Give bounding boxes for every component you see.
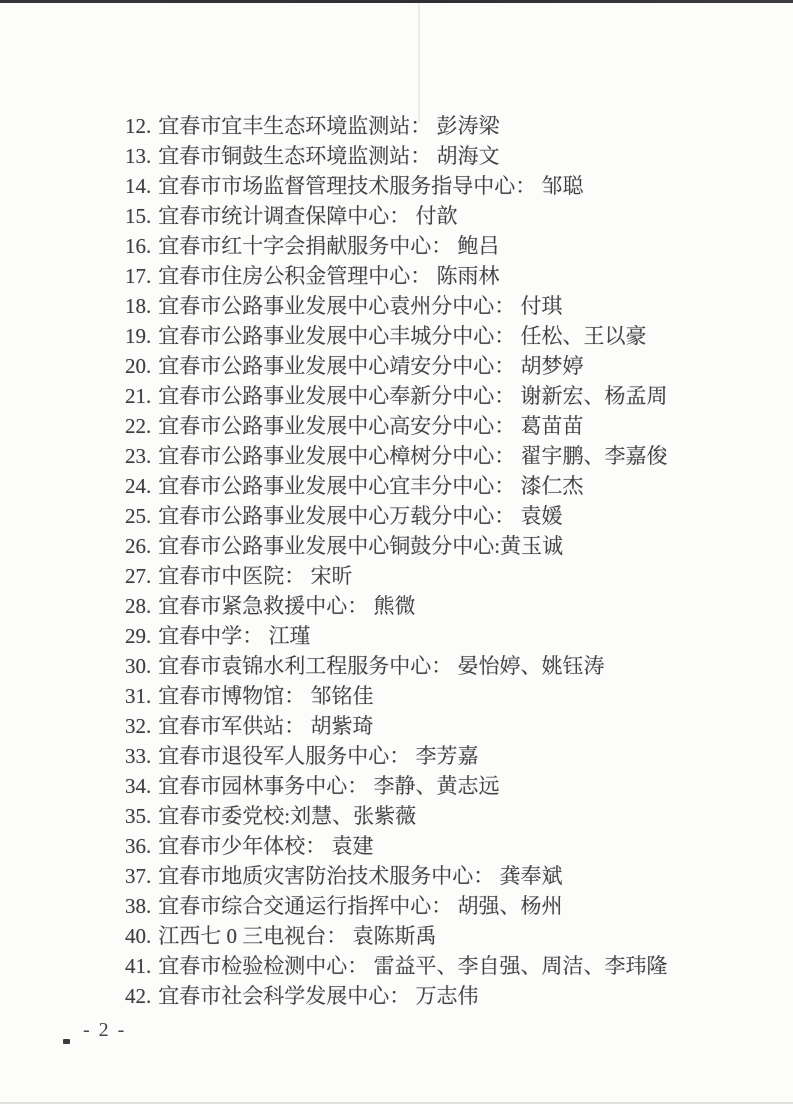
- entry-org: 宜春市少年体校: [158, 834, 306, 858]
- entry-number: 41.: [125, 954, 152, 978]
- entry-separator: ：: [284, 564, 311, 588]
- entry-names: 万志伟: [415, 984, 479, 1008]
- scan-speck-artifact: [63, 1039, 70, 1044]
- entry-names: 翟宇鹏、李嘉俊: [520, 444, 668, 468]
- entry-number: 20.: [125, 354, 152, 378]
- list-item: [125, 741, 725, 771]
- entry-separator: ：: [431, 654, 458, 678]
- entry-names: 宋昕: [310, 564, 353, 588]
- entry-number: 13.: [125, 144, 152, 168]
- entry-separator: ：: [347, 594, 374, 618]
- entry-names: 雷益平、李自强、周洁、李玮隆: [373, 954, 668, 978]
- entry-org: 宜春市博物馆: [158, 684, 285, 708]
- entry-number: 24.: [125, 474, 152, 498]
- entry-separator: :: [284, 804, 291, 828]
- scan-edge-top: [0, 0, 793, 3]
- entry-number: 23.: [125, 444, 152, 468]
- entry-names: 晏怡婷、姚钰涛: [457, 654, 605, 678]
- entry-separator: ：: [431, 234, 458, 258]
- entry-names: 邹铭佳: [310, 684, 374, 708]
- list-item: [125, 501, 725, 531]
- entry-org: 宜春市社会科学发展中心: [158, 984, 390, 1008]
- entry-org: 宜春市检验检测中心: [158, 954, 348, 978]
- list-item: [125, 681, 725, 711]
- entry-org: 宜春市公路事业发展中心丰城分中心: [158, 324, 495, 348]
- entry-names: 袁建: [331, 834, 374, 858]
- list-item: [125, 711, 725, 741]
- entry-number: 32.: [125, 714, 152, 738]
- list-item: [125, 981, 725, 1011]
- list-item: [125, 231, 725, 261]
- entry-separator: ：: [494, 324, 521, 348]
- entry-separator: ：: [494, 384, 521, 408]
- entry-names: 陈雨林: [436, 264, 500, 288]
- entry-separator: ：: [347, 954, 374, 978]
- entry-number: 17.: [125, 264, 152, 288]
- entry-number: 21.: [125, 384, 152, 408]
- entry-names: 葛苗苗: [520, 414, 584, 438]
- entry-org: 宜春市中医院: [158, 564, 285, 588]
- list-item: [125, 111, 725, 141]
- list-item: [125, 411, 725, 441]
- entry-number: 42.: [125, 984, 152, 1008]
- entry-separator: ：: [389, 744, 416, 768]
- entry-number: 12.: [125, 114, 152, 138]
- entry-number: 25.: [125, 504, 152, 528]
- entry-separator: ：: [515, 174, 542, 198]
- entry-org: 宜春市住房公积金管理中心: [158, 264, 411, 288]
- entry-number: 38.: [125, 894, 152, 918]
- list-item: [125, 771, 725, 801]
- entry-org: 宜春市公路事业发展中心樟树分中心: [158, 444, 495, 468]
- entry-names: 李芳嘉: [415, 744, 479, 768]
- entry-names: 袁陈斯禹: [352, 924, 437, 948]
- list-item: [125, 561, 725, 591]
- entry-names: 江瑾: [268, 624, 311, 648]
- entry-names: 龚奉斌: [499, 864, 563, 888]
- entry-separator: ：: [494, 354, 521, 378]
- entry-names: 谢新宏、杨孟周: [520, 384, 668, 408]
- entry-org: 宜春市统计调查保障中心: [158, 204, 390, 228]
- entry-separator: ：: [284, 714, 311, 738]
- entry-names: 邹聪: [541, 174, 584, 198]
- entry-separator: ：: [473, 864, 500, 888]
- list-item: [125, 291, 725, 321]
- list-item: [125, 171, 725, 201]
- list-item: [125, 591, 725, 621]
- entry-separator: ：: [410, 144, 437, 168]
- entry-separator: ：: [305, 834, 332, 858]
- entry-number: 14.: [125, 174, 152, 198]
- entry-org: 宜春市公路事业发展中心万载分中心: [158, 504, 495, 528]
- list-item: [125, 381, 725, 411]
- entry-separator: ：: [410, 114, 437, 138]
- entry-org: 宜春市公路事业发展中心奉新分中心: [158, 384, 495, 408]
- list-item: [125, 651, 725, 681]
- entry-number: 27.: [125, 564, 152, 588]
- entry-separator: ：: [389, 204, 416, 228]
- entry-separator: ：: [347, 774, 374, 798]
- list-item: [125, 471, 725, 501]
- entry-number: 28.: [125, 594, 152, 618]
- entry-org: 宜春中学: [158, 624, 243, 648]
- list-item: [125, 141, 725, 171]
- entry-org: 宜春市综合交通运行指挥中心: [158, 894, 432, 918]
- entry-names: 袁媛: [520, 504, 563, 528]
- list-item: [125, 861, 725, 891]
- entry-org: 宜春市市场监督管理技术服务指导中心: [158, 174, 516, 198]
- entry-number: 36.: [125, 834, 152, 858]
- entry-separator: ：: [494, 444, 521, 468]
- entry-names: 胡紫琦: [310, 714, 374, 738]
- entry-names: 刘慧、张紫薇: [290, 804, 417, 828]
- entry-number: 31.: [125, 684, 152, 708]
- entry-names: 任松、王以豪: [520, 324, 647, 348]
- entry-names: 胡海文: [436, 144, 500, 168]
- list-item: [125, 951, 725, 981]
- entry-number: 18.: [125, 294, 152, 318]
- entry-org: 宜春市袁锦水利工程服务中心: [158, 654, 432, 678]
- entry-org: 宜春市委党校: [158, 804, 285, 828]
- entry-separator: :: [494, 534, 501, 558]
- entry-number: 33.: [125, 744, 152, 768]
- entry-separator: ：: [284, 684, 311, 708]
- entry-org: 宜春市铜鼓生态环境监测站: [158, 144, 411, 168]
- entry-number: 40.: [125, 924, 152, 948]
- entry-number: 19.: [125, 324, 152, 348]
- entry-names: 熊微: [373, 594, 416, 618]
- entry-number: 30.: [125, 654, 152, 678]
- entry-separator: ：: [410, 264, 437, 288]
- entry-names: 胡梦婷: [520, 354, 584, 378]
- scan-streak-artifact: [418, 3, 420, 123]
- entry-org: 宜春市园林事务中心: [158, 774, 348, 798]
- list-item: [125, 261, 725, 291]
- entry-names: 鲍吕: [457, 234, 500, 258]
- list-item: [125, 321, 725, 351]
- list-item: [125, 351, 725, 381]
- entry-separator: ：: [431, 894, 458, 918]
- entry-number: 34.: [125, 774, 152, 798]
- list-item: [125, 921, 725, 951]
- entry-separator: ：: [326, 924, 353, 948]
- entry-number: 26.: [125, 534, 152, 558]
- entry-org: 宜春市退役军人服务中心: [158, 744, 390, 768]
- entry-separator: ：: [494, 414, 521, 438]
- entry-org: 宜春市紧急救援中心: [158, 594, 348, 618]
- entry-separator: ：: [494, 474, 521, 498]
- entry-names: 漆仁杰: [520, 474, 584, 498]
- entry-separator: ：: [389, 984, 416, 1008]
- entry-list: [125, 111, 725, 1011]
- entry-number: 29.: [125, 624, 152, 648]
- list-item: [125, 891, 725, 921]
- entry-number: 37.: [125, 864, 152, 888]
- entry-org: 宜春市公路事业发展中心铜鼓分中心: [158, 534, 495, 558]
- entry-names: 李静、黄志远: [373, 774, 500, 798]
- list-item: [125, 621, 725, 651]
- entry-org: 宜春市公路事业发展中心袁州分中心: [158, 294, 495, 318]
- entry-names: 彭涛梁: [436, 114, 500, 138]
- list-item: [125, 831, 725, 861]
- entry-number: 16.: [125, 234, 152, 258]
- entry-org: 宜春市公路事业发展中心靖安分中心: [158, 354, 495, 378]
- entry-org: 江西七 0 三电视台: [158, 924, 327, 948]
- entry-number: 22.: [125, 414, 152, 438]
- entry-number: 15.: [125, 204, 152, 228]
- entry-separator: ：: [494, 504, 521, 528]
- entry-names: 胡强、杨州: [457, 894, 563, 918]
- list-item: [125, 531, 725, 561]
- entry-separator: ：: [242, 624, 269, 648]
- entry-names: 付歆: [415, 204, 458, 228]
- list-item: [125, 801, 725, 831]
- entry-names: 黄玉诚: [500, 534, 564, 558]
- entry-org: 宜春市红十字会捐献服务中心: [158, 234, 432, 258]
- entry-names: 付琪: [520, 294, 563, 318]
- entry-org: 宜春市军供站: [158, 714, 285, 738]
- list-item: [125, 201, 725, 231]
- entry-org: 宜春市宜丰生态环境监测站: [158, 114, 411, 138]
- entry-org: 宜春市地质灾害防治技术服务中心: [158, 864, 474, 888]
- entry-org: 宜春市公路事业发展中心宜丰分中心: [158, 474, 495, 498]
- entry-separator: ：: [494, 294, 521, 318]
- list-item: [125, 441, 725, 471]
- page-number: - 2 -: [83, 1019, 127, 1041]
- entry-org: 宜春市公路事业发展中心高安分中心: [158, 414, 495, 438]
- entry-number: 35.: [125, 804, 152, 828]
